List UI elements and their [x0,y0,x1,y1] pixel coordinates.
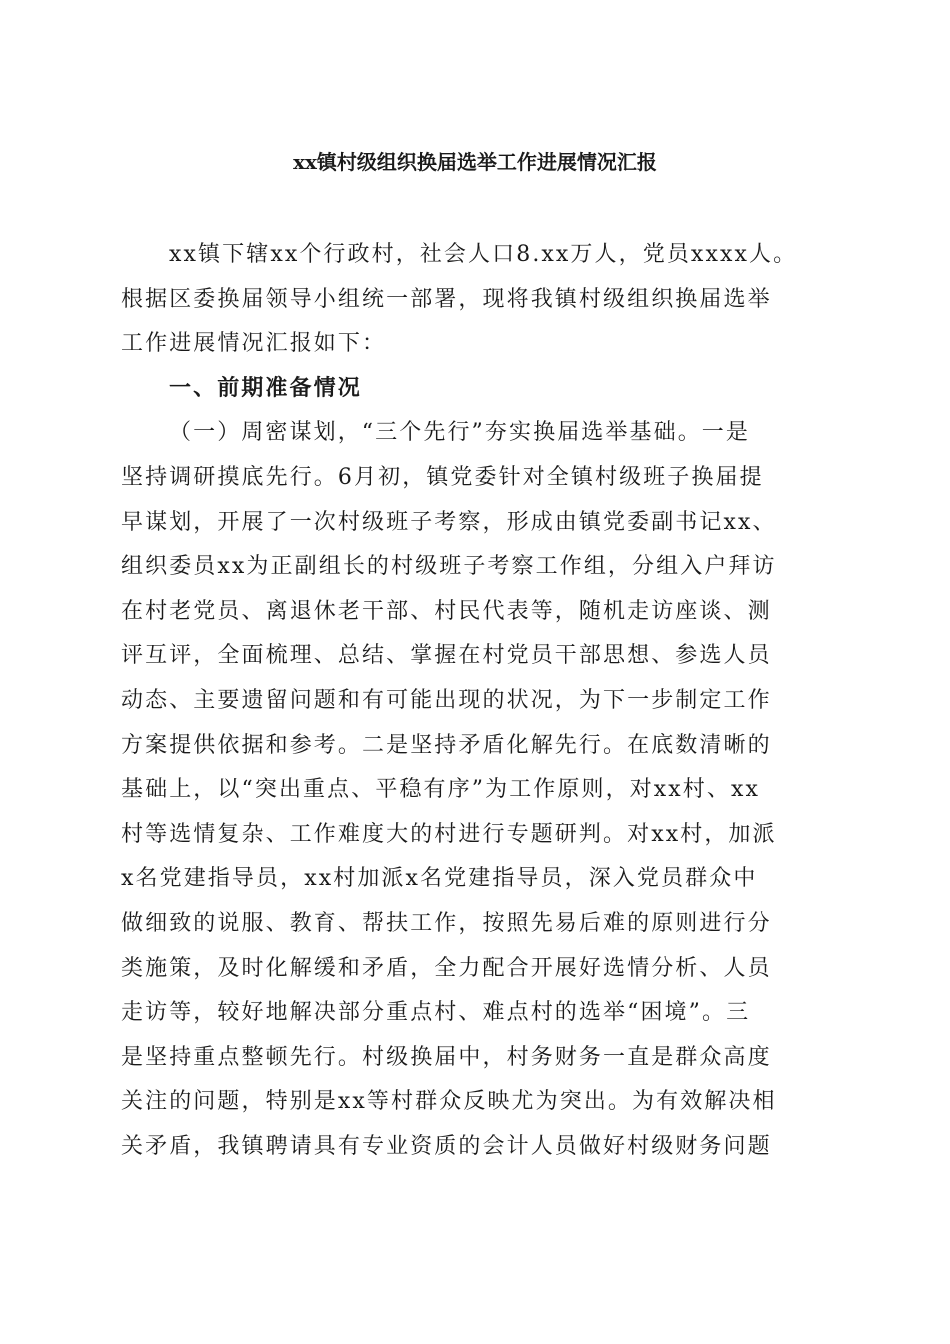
paragraph-line: 关矛盾，我镇聘请具有专业资质的会计人员做好村级财务问题 [121,1133,772,1159]
paragraph-line: 类施策，及时化解缓和矛盾，全力配合开展好选情分析、人员 [121,955,772,981]
paragraph-line: 村等选情复杂、工作难度大的村进行专题研判。对xx村，加派 [121,821,777,847]
paragraph-line: 是坚持重点整顿先行。村级换届中，村务财务一直是群众高度 [121,1044,772,1070]
paragraph-line: 根据区委换届领导小组统一部署，现将我镇村级组织换届选举 [121,286,772,312]
paragraph-line: 关注的问题，特别是xx等村群众反映尤为突出。为有效解决相 [121,1089,777,1115]
paragraph-line: （一）周密谋划，“三个先行”夯实换届选举基础。一是 [169,420,750,446]
paragraph-line: x名党建指导员，xx村加派x名党建指导员，深入党员群众中 [121,866,758,892]
document-title: xx镇村级组织换届选举工作进展情况汇报 [293,150,657,174]
section-heading: 一、前期准备情况 [169,375,362,401]
paragraph-line: 方案提供依据和参考。二是坚持矛盾化解先行。在底数清晰的 [121,732,772,758]
paragraph-line: xx镇下辖xx个行政村，社会人口8.xx万人，党员xxxx人。 [169,242,798,267]
document-body [121,233,841,1169]
paragraph-line: 组织委员xx为正副组长的村级班子考察工作组，分组入户拜访 [121,554,777,580]
paragraph-line: 工作进展情况汇报如下： [121,331,387,357]
paragraph-line: 走访等，较好地解决部分重点村、难点村的选举“困境”。三 [121,1000,751,1026]
paragraph-line: 坚持调研摸底先行。6月初，镇党委针对全镇村级班子换届提 [121,464,764,490]
paragraph-line: 评互评，全面梳理、总结、掌握在村党员干部思想、参选人员 [121,643,772,669]
paragraph-line: 动态、主要遗留问题和有可能出现的状况，为下一步制定工作 [121,687,772,713]
paragraph-line: 在村老党员、离退休老干部、村民代表等，随机走访座谈、测 [121,598,772,624]
paragraph-line: 早谋划，开展了一次村级班子考察，形成由镇党委副书记xx、 [121,509,777,535]
paragraph-line: 基础上，以“突出重点、平稳有序”为工作原则，对xx村、xx [121,777,761,803]
paragraph-line: 做细致的说服、教育、帮扶工作，按照先易后难的原则进行分 [121,910,772,936]
